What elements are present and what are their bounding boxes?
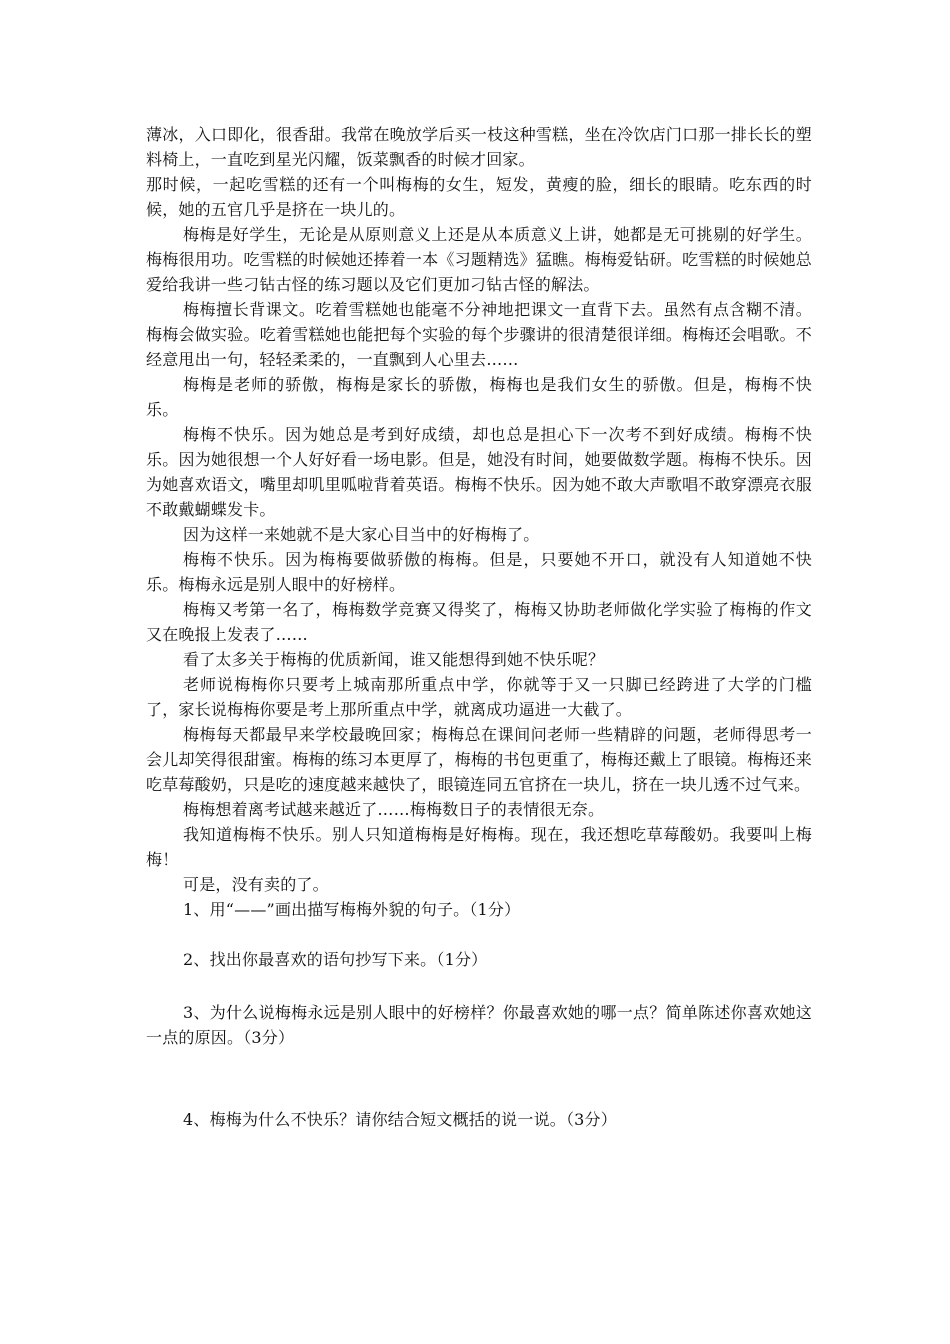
paragraph: 看了太多关于梅梅的优质新闻，谁又能想得到她不快乐呢？: [183, 650, 605, 669]
answer-space: [146, 972, 812, 1000]
paragraph: 梅梅不快乐。因为她总是考到好成绩，却也总是担心下一次考不到好成绩。梅梅不快乐。因为她很想一个人好好看一场电影。但是，她没有时间，她要做数学题。梅梅不快乐。因为她喜欢语文，嘴里却叽里呱啦背着英语。梅梅不快乐。因为她不敢大声歌唱不敢穿漂亮衣服不敢戴蝴蝶发卡。: [146, 425, 812, 519]
paragraph: 梅梅又考第一名了，梅梅数学竞赛又得奖了，梅梅又协助老师做化学实验了梅梅的作文又在晚报上发表了……: [146, 600, 812, 644]
paragraph: 梅梅每天都最早来学校最晚回家；梅梅总在课间问老师一些精辟的问题，老师得思考一会儿却笑得很甜蜜。梅梅的练习本更厚了，梅梅的书包更重了，梅梅还戴上了眼镜。梅梅还来吃草莓酸奶，只是吃的速度越来越快了，眼镜连同五官挤在一块儿，挤在一块儿透不过气来。: [146, 725, 812, 794]
paragraph: 因为这样一来她就不是大家心目当中的好梅梅了。: [183, 525, 540, 544]
paragraph: 我知道梅梅不快乐。别人只知道梅梅是好梅梅。现在，我还想吃草莓酸奶。我要叫上梅梅！: [146, 825, 812, 869]
question-4: 4、梅梅为什么不快乐？请你结合短文概括的说一说。（3分）: [183, 1110, 617, 1129]
paragraph: 梅梅擅长背课文。吃着雪糕她也能毫不分神地把课文一直背下去。虽然有点含糊不清。梅梅会做实验。吃着雪糕她也能把每个实验的每个步骤讲的很清楚很详细。梅梅还会唱歌。不经意甩出一句，轻轻柔柔的，一直飘到人心里去……: [146, 300, 812, 369]
question-3: 3、为什么说梅梅永远是别人眼中的好榜样？你最喜欢她的哪一点？简单陈述你喜欢她这一点的原因。（3分）: [146, 1003, 812, 1047]
paragraph: 梅梅不快乐。因为梅梅要做骄傲的梅梅。但是，只要她不开口，就没有人知道她不快乐。梅梅永远是别人眼中的好榜样。: [146, 550, 812, 594]
question-1: 1、用“——”画出描写梅梅外貌的句子。（1分）: [183, 900, 521, 919]
paragraph: 梅梅是好学生，无论是从原则意义上还是从本质意义上讲，她都是无可挑剔的好学生。梅梅很用功。吃雪糕的时候她还捧着一本《习题精选》猛瞧。梅梅爱钻研。吃雪糕的时候她总爱给我讲一些刁钻古怪的练习题以及它们更加刁钻古怪的解法。: [146, 225, 812, 294]
answer-space: [146, 922, 812, 947]
paragraph: 老师说梅梅你只要考上城南那所重点中学，你就等于又一只脚已经跨进了大学的门槛了，家长说梅梅你要是考上那所重点中学，就离成功逼进一大截了。: [146, 675, 812, 719]
paragraph: 梅梅是老师的骄傲，梅梅是家长的骄傲，梅梅也是我们女生的骄傲。但是，梅梅不快乐。: [146, 375, 812, 419]
question-2: 2、找出你最喜欢的语句抄写下来。（1分）: [183, 950, 488, 969]
document-body: [146, 122, 812, 1132]
paragraph: 薄冰，入口即化，很香甜。我常在晚放学后买一枝这种雪糕，坐在冷饮店门口那一排长长的塑料椅上，一直吃到星光闪耀，饭菜飘香的时候才回家。: [146, 125, 812, 169]
paragraph: 可是，没有卖的了。: [183, 875, 329, 894]
paragraph: 梅梅想着离考试越来越近了……梅梅数日子的表情很无奈。: [183, 800, 605, 819]
paragraph: 那时候，一起吃雪糕的还有一个叫梅梅的女生，短发，黄瘦的脸，细长的眼睛。吃东西的时候，她的五官几乎是挤在一块儿的。: [146, 175, 812, 219]
answer-space: [146, 1050, 812, 1107]
